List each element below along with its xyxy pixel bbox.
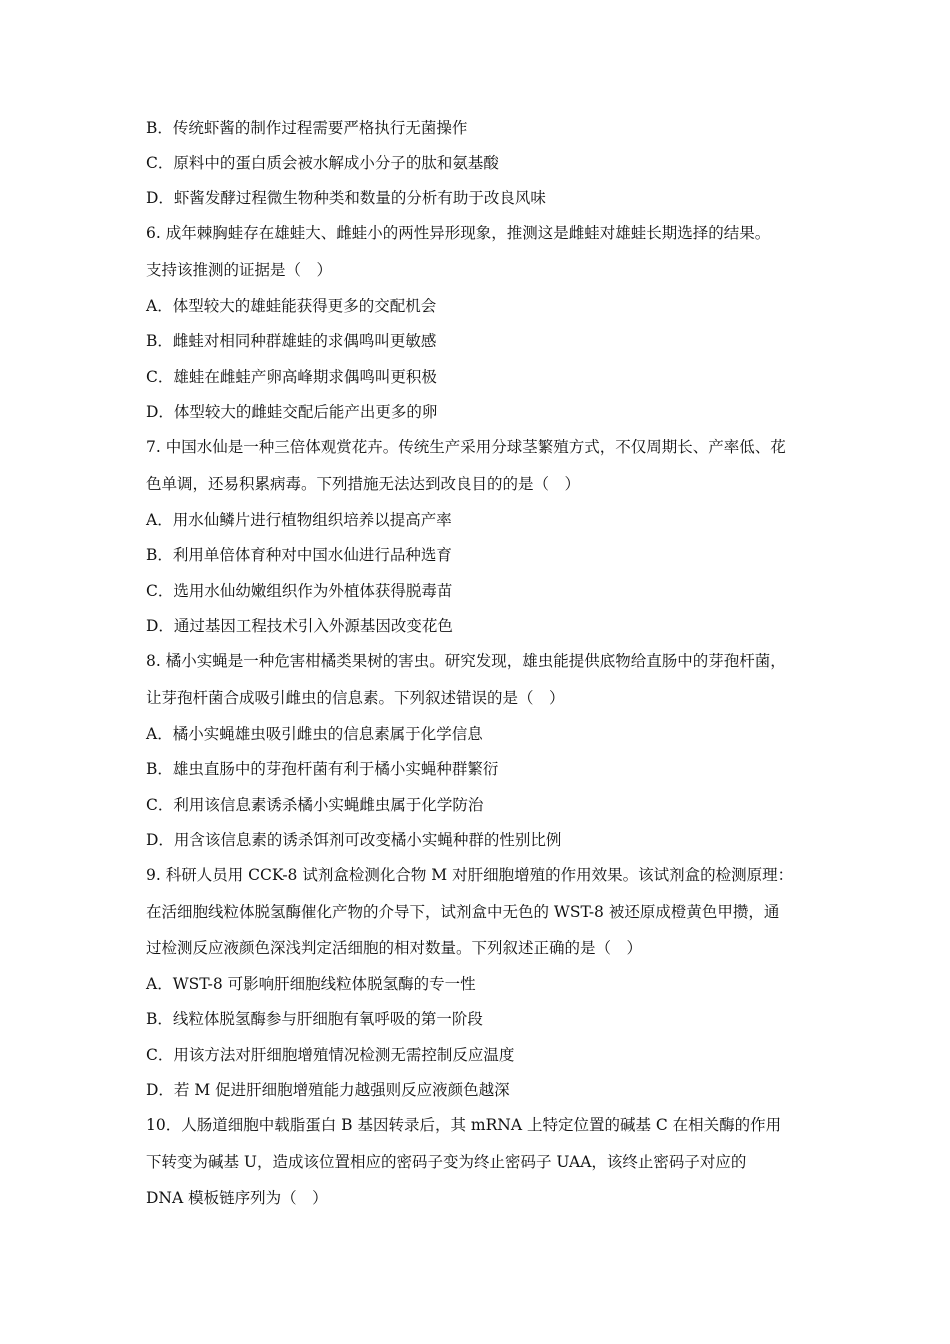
- q6-option-b: B．雌蛙对相同种群雄蛙的求偶鸣叫更敏感: [146, 332, 437, 350]
- q6-stem-line-2: 支持该推测的证据是（ ）: [146, 261, 333, 279]
- q7-option-c: C．选用水仙幼嫩组织作为外植体获得脱毒苗: [146, 582, 453, 600]
- q9-stem-line-3: 过检测反应液颜色深浅判定活细胞的相对数量。下列叙述正确的是（ ）: [146, 939, 643, 957]
- q6-option-d: D．体型较大的雌蛙交配后能产出更多的卵: [146, 403, 438, 421]
- q9-option-b: B．线粒体脱氢酶参与肝细胞有氧呼吸的第一阶段: [146, 1010, 483, 1028]
- q9-stem-line-1: 9. 科研人员用 CCK-8 试剂盒检测化合物 M 对肝细胞增殖的作用效果。该试剂盒的检测原理：: [146, 866, 794, 884]
- q9-stem-line-2: 在活细胞线粒体脱氢酶催化产物的介导下，试剂盒中无色的 WST-8 被还原成橙黄色甲攒，通: [146, 903, 780, 921]
- q10-stem-line-2: 下转变为碱基 U，造成该位置相应的密码子变为终止密码子 UAA，该终止密码子对应的: [146, 1153, 747, 1171]
- q8-stem-line-1: 8. 橘小实蝇是一种危害柑橘类果树的害虫。研究发现，雄虫能提供底物给直肠中的芽孢杆菌，: [146, 652, 786, 670]
- q10-stem-line-3: DNA 模板链序列为（ ）: [146, 1189, 328, 1207]
- q8-option-a: A．橘小实蝇雄虫吸引雌虫的信息素属于化学信息: [146, 725, 483, 743]
- q7-stem-line-1: 7. 中国水仙是一种三倍体观赏花卉。传统生产采用分球茎繁殖方式，不仅周期长、产率低、花: [146, 438, 786, 456]
- q8-option-d: D．用含该信息素的诱杀饵剂可改变橘小实蝇种群的性别比例: [146, 831, 562, 849]
- q6-option-c: C．雄蛙在雌蛙产卵高峰期求偶鸣叫更积极: [146, 368, 437, 386]
- q5-option-b: B．传统虾酱的制作过程需要严格执行无菌操作: [146, 119, 468, 137]
- q9-option-c: C．用该方法对肝细胞增殖情况检测无需控制反应温度: [146, 1046, 515, 1064]
- q5-option-d: D．虾酱发酵过程微生物种类和数量的分析有助于改良风味: [146, 189, 546, 207]
- q10-stem-line-1: 10．人肠道细胞中载脂蛋白 B 基因转录后，其 mRNA 上特定位置的碱基 C 在相关酶的作用: [146, 1116, 782, 1134]
- q7-option-b: B．利用单倍体育种对中国水仙进行品种选育: [146, 546, 452, 564]
- q7-option-d: D．通过基因工程技术引入外源基因改变花色: [146, 617, 453, 635]
- q9-option-d: D．若 M 促进肝细胞增殖能力越强则反应液颜色越深: [146, 1081, 510, 1099]
- q9-option-a: A．WST-8 可影响肝细胞线粒体脱氢酶的专一性: [146, 975, 476, 993]
- q6-option-a: A．体型较大的雄蛙能获得更多的交配机会: [146, 297, 437, 315]
- q8-stem-line-2: 让芽孢杆菌合成吸引雌虫的信息素。下列叙述错误的是（ ）: [146, 689, 565, 707]
- q6-stem-line-1: 6. 成年棘胸蛙存在雄蛙大、雌蛙小的两性异形现象，推测这是雌蛙对雄蛙长期选择的结果。: [146, 224, 771, 242]
- q8-option-c: C．利用该信息素诱杀橘小实蝇雌虫属于化学防治: [146, 796, 484, 814]
- q7-option-a: A．用水仙鳞片进行植物组织培养以提高产率: [146, 511, 452, 529]
- q5-option-c: C．原料中的蛋白质会被水解成小分子的肽和氨基酸: [146, 154, 499, 172]
- q8-option-b: B．雄虫直肠中的芽孢杆菌有利于橘小实蝇种群繁衍: [146, 760, 499, 778]
- q7-stem-line-2: 色单调，还易积累病毒。下列措施无法达到改良目的的是（ ）: [146, 475, 581, 493]
